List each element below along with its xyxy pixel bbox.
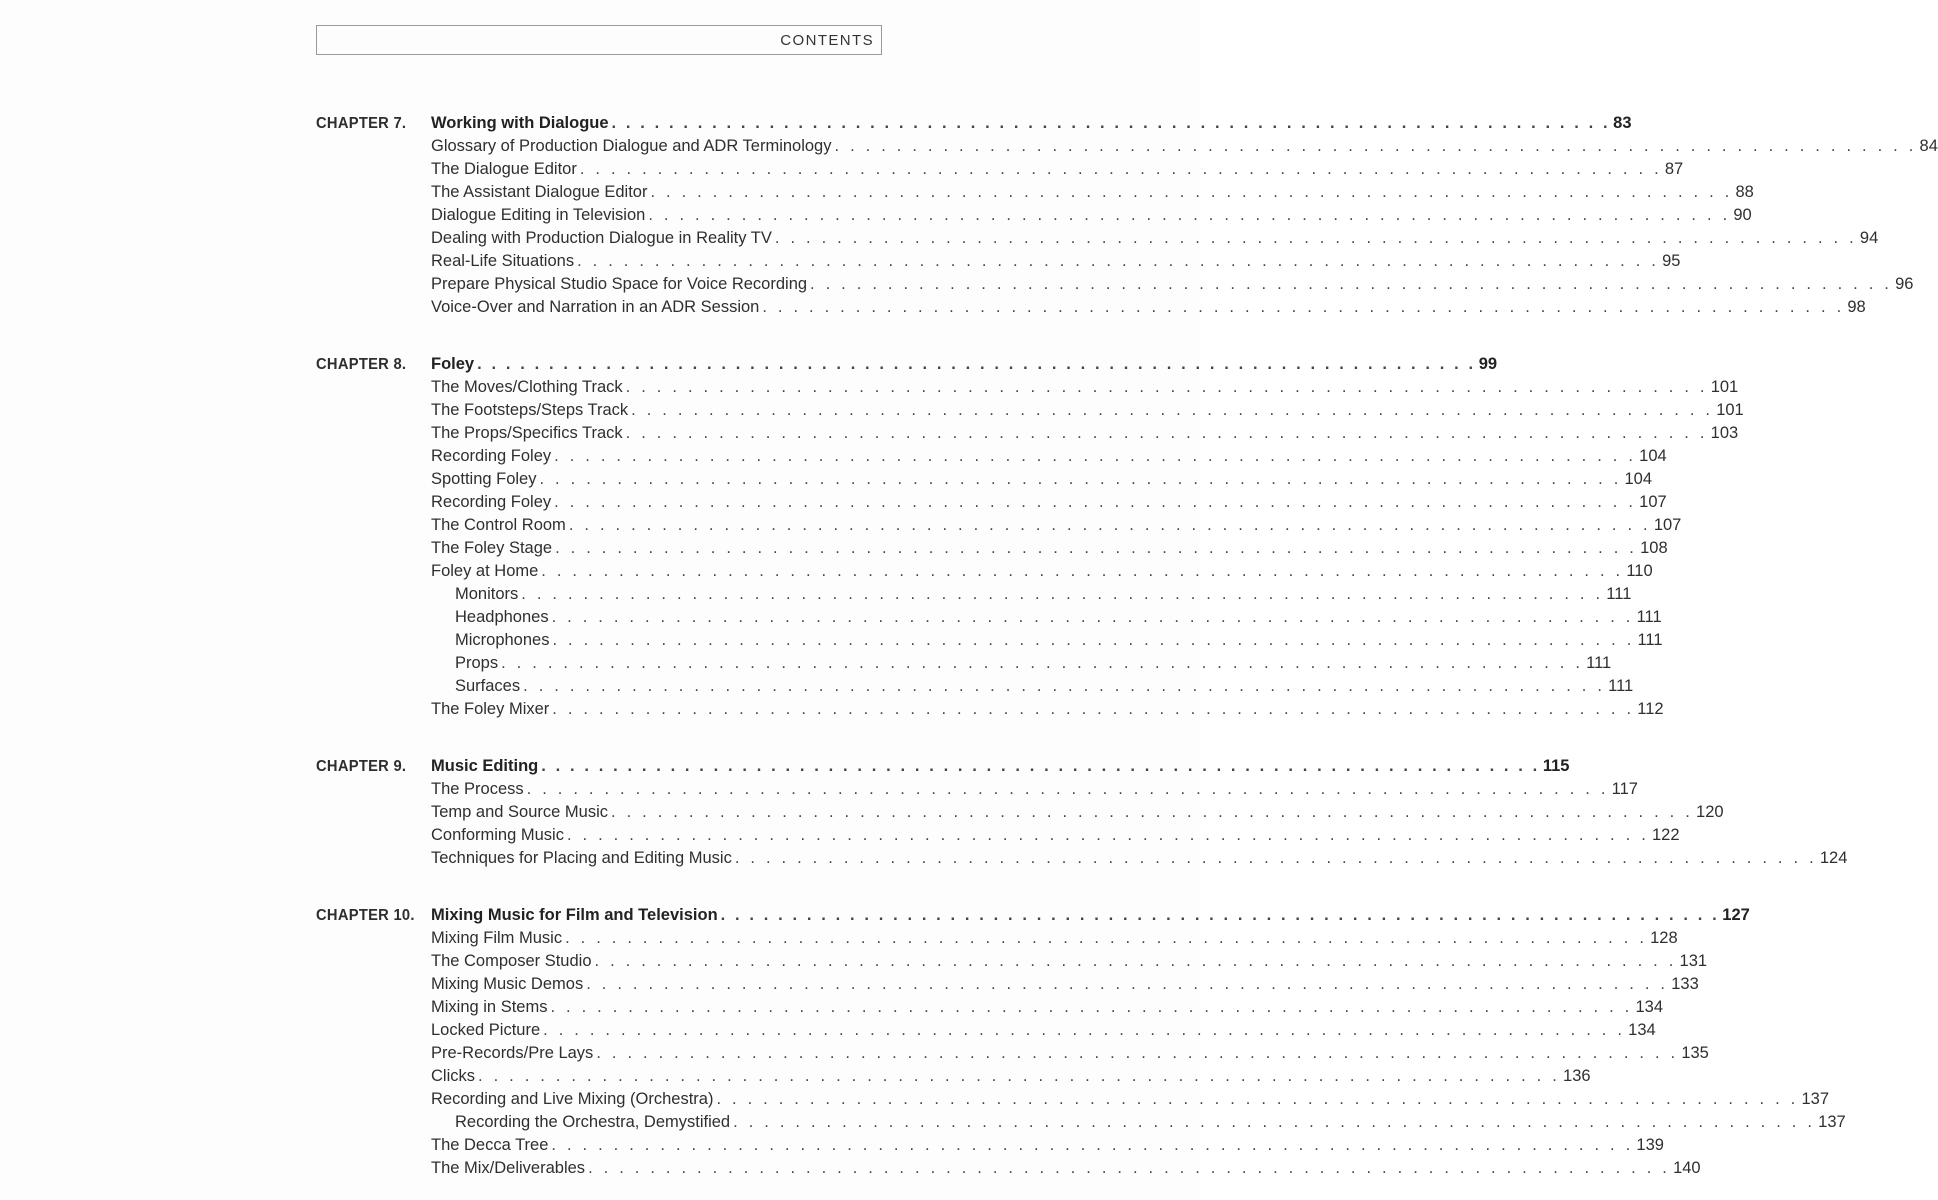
dot-leader: . . . . . . . . . . . . . . . . . . . . . . . . . . . . . . . . . . . . . . . . . . . . . . . . . . . . . . . . . . . . . . . . . . . . . .	[565, 929, 1648, 947]
entry-page-number: 98	[1847, 298, 1866, 316]
dot-leader: . . . . . . . . . . . . . . . . . . . . . . . . . . . . . . . . . . . . . . . . . . . . . . . . . . . . . . . . . . . . . . . . . . . . . .	[551, 608, 1634, 626]
entry-page-number: 101	[1716, 401, 1744, 419]
entry-title: Dialogue Editing in Television	[431, 206, 646, 224]
toc-entry	[431, 927, 1678, 950]
dot-leader: . . . . . . . . . . . . . . . . . . . . . . . . . . . . . . . . . . . . . . . . . . . . . . . . . . . . . . . . . . . . . . . . . . . . . .	[566, 826, 1649, 844]
toc-entry	[431, 973, 1699, 996]
header-label: CONTENTS	[780, 32, 874, 49]
dot-leader: . . . . . . . . . . . . . . . . . . . . . . . . . . . . . . . . . . . . . . . . . . . . . . . . . . . . . . . . . . . . . . . . . . . . . .	[716, 1090, 1799, 1108]
dot-leader: . . . . . . . . . . . . . . . . . . . . . . . . . . . . . . . . . . . . . . . . . . . . . . . . . . . . . . . . . . . . . . . . . . . . . .	[501, 654, 1584, 672]
toc-entry	[431, 1019, 1656, 1042]
dot-leader: . . . . . . . . . . . . . . . . . . . . . . . . . . . . . . . . . . . . . . . . . . . . . . . . . . . . . . . . . . . . . . . . . . . . . .	[477, 355, 1476, 373]
toc-entry	[431, 1042, 1709, 1065]
dot-leader: . . . . . . . . . . . . . . . . . . . . . . . . . . . . . . . . . . . . . . . . . . . . . . . . . . . . . . . . . . . . . . . . . . . . . .	[539, 470, 1622, 488]
entry-title: The Foley Mixer	[431, 700, 550, 718]
entry-title: The Footsteps/Steps Track	[431, 401, 629, 419]
chapter-number: CHAPTER 9.	[316, 758, 407, 775]
toc-entry	[431, 606, 1662, 629]
entry-page-number: 101	[1710, 378, 1739, 396]
entry-title: Mixing Music Demos	[431, 975, 584, 993]
entry-title: The Process	[431, 780, 524, 798]
entry-title: Recording and Live Mixing (Orchestra)	[431, 1090, 714, 1108]
toc-entry	[431, 1088, 1829, 1111]
entry-title: Locked Picture	[431, 1021, 541, 1039]
entry-title: Mixing in Stems	[431, 998, 548, 1016]
toc-entry	[431, 801, 1724, 824]
entry-title: Music Editing	[431, 757, 539, 775]
dot-leader: . . . . . . . . . . . . . . . . . . . . . . . . . . . . . . . . . . . . . . . . . . . . . . . . . . . . . . . . . . . . . . . . . . . . . .	[631, 401, 1714, 419]
dot-leader: . . . . . . . . . . . . . . . . . . . . . . . . . . . . . . . . . . . . . . . . . . . . . . . . . . . . . . . . . . . . . . . . . . . . . .	[521, 585, 1604, 603]
toc-entry	[431, 698, 1664, 721]
toc-entry	[431, 629, 1663, 652]
toc-entry	[431, 652, 1612, 675]
dot-leader: . . . . . . . . . . . . . . . . . . . . . . . . . . . . . . . . . . . . . . . . . . . . . . . . . . . . . . . . . . . . . . . . . . . . . .	[568, 516, 1651, 534]
entry-page-number: 134	[1635, 998, 1663, 1016]
entry-page-number: 103	[1710, 424, 1739, 442]
entry-title: The Props/Specifics Track	[431, 424, 623, 442]
entry-page-number: 115	[1542, 757, 1570, 775]
entry-title: Mixing Film Music	[431, 929, 563, 947]
entry-title: Glossary of Production Dialogue and ADR Terminology	[431, 137, 832, 155]
entry-page-number: 94	[1859, 229, 1879, 247]
toc-entry	[431, 399, 1744, 422]
entry-title: Foley at Home	[431, 562, 539, 580]
entry-page-number: 122	[1651, 826, 1680, 844]
entry-title: Techniques for Placing and Editing Music	[431, 849, 732, 867]
entry-page-number: 90	[1733, 206, 1752, 224]
dot-leader: . . . . . . . . . . . . . . . . . . . . . . . . . . . . . . . . . . . . . . . . . . . . . . . . . . . . . . . . . . . . . . . . . . . . . .	[625, 424, 1708, 442]
entry-page-number: 135	[1681, 1044, 1709, 1062]
dot-leader: . . . . . . . . . . . . . . . . . . . . . . . . . . . . . . . . . . . . . . . . . . . . . . . . . . . . . . . . . . . . . . . . . . . . . .	[762, 298, 1845, 316]
toc-entry	[431, 445, 1667, 468]
chapter-entries	[431, 755, 1848, 870]
entry-page-number: 127	[1722, 906, 1750, 924]
toc-entry	[431, 135, 1938, 158]
entry-title: The Composer Studio	[431, 952, 592, 970]
dot-leader: . . . . . . . . . . . . . . . . . . . . . . . . . . . . . . . . . . . . . . . . . . . . . . . . . . . . . . . . . . . . . . . . . . . . . .	[552, 631, 1635, 649]
toc-entry	[431, 847, 1848, 870]
entry-page-number: 107	[1639, 493, 1667, 511]
entry-title: The Assistant Dialogue Editor	[431, 183, 648, 201]
toc-entry	[431, 950, 1708, 973]
dot-leader: . . . . . . . . . . . . . . . . . . . . . . . . . . . . . . . . . . . . . . . . . . . . . . . . . . . . . . . . . . . . . . . . . . . . . .	[550, 998, 1633, 1016]
dot-leader: . . . . . . . . . . . . . . . . . . . . . . . . . . . . . . . . . . . . . . . . . . . . . . . . . . . . . . . . . . . . . . . . . . . . . .	[720, 906, 1720, 924]
entry-title: Recording the Orchestra, Demystified	[455, 1113, 731, 1131]
toc-entry	[431, 824, 1680, 847]
toc-entry	[431, 227, 1879, 250]
toc-entry	[431, 181, 1754, 204]
entry-page-number: 124	[1819, 849, 1848, 867]
dot-leader: . . . . . . . . . . . . . . . . . . . . . . . . . . . . . . . . . . . . . . . . . . . . . . . . . . . . . . . . . . . . . . . . . . . . . .	[541, 562, 1624, 580]
entry-page-number: 140	[1673, 1159, 1701, 1177]
entry-title: Real-Life Situations	[431, 252, 575, 270]
dot-leader: . . . . . . . . . . . . . . . . . . . . . . . . . . . . . . . . . . . . . . . . . . . . . . . . . . . . . . . . . . . . . . . . . . . . . .	[648, 206, 1731, 224]
dot-leader: . . . . . . . . . . . . . . . . . . . . . . . . . . . . . . . . . . . . . . . . . . . . . . . . . . . . . . . . . . . . . . . . . . . . . .	[526, 780, 1609, 798]
dot-leader: . . . . . . . . . . . . . . . . . . . . . . . . . . . . . . . . . . . . . . . . . . . . . . . . . . . . . . . . . . . . . . . . . . . . . .	[551, 1136, 1634, 1154]
dot-leader: . . . . . . . . . . . . . . . . . . . . . . . . . . . . . . . . . . . . . . . . . . . . . . . . . . . . . . . . . . . . . . . . . . . . . .	[554, 447, 1637, 465]
entry-page-number: 96	[1895, 275, 1914, 293]
toc-entry	[431, 583, 1632, 606]
dot-leader: . . . . . . . . . . . . . . . . . . . . . . . . . . . . . . . . . . . . . . . . . . . . . . . . . . . . . . . . . . . . . . . . . . . . . .	[611, 114, 1611, 132]
chapter-number: CHAPTER 7.	[316, 115, 407, 132]
entry-title: Temp and Source Music	[431, 803, 608, 821]
toc-entry	[431, 468, 1653, 491]
dot-leader: . . . . . . . . . . . . . . . . . . . . . . . . . . . . . . . . . . . . . . . . . . . . . . . . . . . . . . . . . . . . . . . . . . . . . .	[611, 803, 1694, 821]
toc-entry	[431, 514, 1682, 537]
entry-page-number: 111	[1586, 654, 1612, 672]
entry-page-number: 107	[1653, 516, 1682, 534]
entry-page-number: 111	[1608, 677, 1634, 695]
entry-page-number: 111	[1637, 631, 1663, 649]
dot-leader: . . . . . . . . . . . . . . . . . . . . . . . . . . . . . . . . . . . . . . . . . . . . . . . . . . . . . . . . . . . . . . . . . . . . . .	[541, 757, 1540, 775]
entry-page-number: 88	[1735, 183, 1754, 201]
entry-title: The Foley Stage	[431, 539, 553, 557]
toc-entry	[431, 491, 1667, 514]
running-header	[316, 25, 882, 55]
dot-leader: . . . . . . . . . . . . . . . . . . . . . . . . . . . . . . . . . . . . . . . . . . . . . . . . . . . . . . . . . . . . . . . . . . . . . .	[733, 1113, 1816, 1131]
chapter-title-entry	[431, 112, 1632, 135]
entry-title: Working with Dialogue	[431, 114, 609, 132]
chapter-entries	[431, 904, 1846, 1180]
entry-title: Pre-Records/Pre Lays	[431, 1044, 594, 1062]
toc-entry	[431, 1065, 1591, 1088]
chapter-title-entry	[431, 904, 1750, 927]
entry-page-number: 111	[1636, 608, 1662, 626]
entry-title: The Dialogue Editor	[431, 160, 577, 178]
entry-page-number: 112	[1637, 700, 1664, 718]
dot-leader: . . . . . . . . . . . . . . . . . . . . . . . . . . . . . . . . . . . . . . . . . . . . . . . . . . . . . . . . . . . . . . . . . . . . . .	[577, 252, 1660, 270]
entry-title: Clicks	[431, 1067, 475, 1085]
entry-title: The Moves/Clothing Track	[431, 378, 623, 396]
toc-entry	[431, 1157, 1701, 1180]
entry-page-number: 134	[1628, 1021, 1656, 1039]
entry-title: Microphones	[455, 631, 550, 649]
entry-page-number: 131	[1679, 952, 1708, 970]
entry-page-number: 120	[1696, 803, 1724, 821]
chapter-title-entry	[431, 755, 1570, 778]
dot-leader: . . . . . . . . . . . . . . . . . . . . . . . . . . . . . . . . . . . . . . . . . . . . . . . . . . . . . . . . . . . . . . . . . . . . . .	[774, 229, 1857, 247]
dot-leader: . . . . . . . . . . . . . . . . . . . . . . . . . . . . . . . . . . . . . . . . . . . . . . . . . . . . . . . . . . . . . . . . . . . . . .	[579, 160, 1662, 178]
entry-page-number: 139	[1636, 1136, 1664, 1154]
toc-entry	[431, 1134, 1664, 1157]
dot-leader: . . . . . . . . . . . . . . . . . . . . . . . . . . . . . . . . . . . . . . . . . . . . . . . . . . . . . . . . . . . . . . . . . . . . . .	[555, 539, 1638, 557]
entry-title: Dealing with Production Dialogue in Reality TV	[431, 229, 772, 247]
dot-leader: . . . . . . . . . . . . . . . . . . . . . . . . . . . . . . . . . . . . . . . . . . . . . . . . . . . . . . . . . . . . . . . . . . . . . .	[596, 1044, 1679, 1062]
entry-page-number: 83	[1613, 114, 1632, 132]
toc-entry	[431, 158, 1684, 181]
toc-entry	[431, 1111, 1846, 1134]
entry-page-number: 99	[1478, 355, 1498, 373]
entry-page-number: 95	[1662, 252, 1681, 270]
chapter-entries	[431, 112, 1938, 319]
toc-entry	[431, 675, 1634, 698]
dot-leader: . . . . . . . . . . . . . . . . . . . . . . . . . . . . . . . . . . . . . . . . . . . . . . . . . . . . . . . . . . . . . . . . . . . . . .	[478, 1067, 1561, 1085]
dot-leader: . . . . . . . . . . . . . . . . . . . . . . . . . . . . . . . . . . . . . . . . . . . . . . . . . . . . . . . . . . . . . . . . . . . . . .	[650, 183, 1733, 201]
toc-entry	[431, 996, 1663, 1019]
entry-page-number: 128	[1650, 929, 1678, 947]
entry-title: Recording Foley	[431, 447, 552, 465]
dot-leader: . . . . . . . . . . . . . . . . . . . . . . . . . . . . . . . . . . . . . . . . . . . . . . . . . . . . . . . . . . . . . . . . . . . . . .	[586, 975, 1669, 993]
entry-title: The Mix/Deliverables	[431, 1159, 586, 1177]
chapter-entries	[431, 353, 1744, 721]
toc-entry	[431, 250, 1681, 273]
entry-title: The Decca Tree	[431, 1136, 549, 1154]
dot-leader: . . . . . . . . . . . . . . . . . . . . . . . . . . . . . . . . . . . . . . . . . . . . . . . . . . . . . . . . . . . . . . . . . . . . . .	[554, 493, 1637, 511]
entry-title: Monitors	[455, 585, 519, 603]
entry-page-number: 133	[1671, 975, 1699, 993]
toc-entry	[431, 273, 1914, 296]
dot-leader: . . . . . . . . . . . . . . . . . . . . . . . . . . . . . . . . . . . . . . . . . . . . . . . . . . . . . . . . . . . . . . . . . . . . . .	[543, 1021, 1626, 1039]
entry-title: Conforming Music	[431, 826, 564, 844]
entry-title: The Control Room	[431, 516, 566, 534]
toc-entry	[431, 778, 1638, 801]
entry-title: Props	[455, 654, 499, 672]
toc-entry	[431, 204, 1752, 227]
entry-page-number: 137	[1801, 1090, 1829, 1108]
entry-page-number: 111	[1606, 585, 1632, 603]
dot-leader: . . . . . . . . . . . . . . . . . . . . . . . . . . . . . . . . . . . . . . . . . . . . . . . . . . . . . . . . . . . . . . . . . . . . . .	[588, 1159, 1671, 1177]
dot-leader: . . . . . . . . . . . . . . . . . . . . . . . . . . . . . . . . . . . . . . . . . . . . . . . . . . . . . . . . . . . . . . . . . . . . . .	[552, 700, 1635, 718]
toc-entry	[431, 296, 1866, 319]
entry-page-number: 110	[1626, 562, 1653, 580]
entry-title: Prepare Physical Studio Space for Voice Recording	[431, 275, 808, 293]
entry-title: Voice-Over and Narration in an ADR Session	[431, 298, 760, 316]
dot-leader: . . . . . . . . . . . . . . . . . . . . . . . . . . . . . . . . . . . . . . . . . . . . . . . . . . . . . . . . . . . . . . . . . . . . . .	[810, 275, 1893, 293]
entry-title: Headphones	[455, 608, 549, 626]
entry-title: Spotting Foley	[431, 470, 537, 488]
toc-entry	[431, 560, 1653, 583]
dot-leader: . . . . . . . . . . . . . . . . . . . . . . . . . . . . . . . . . . . . . . . . . . . . . . . . . . . . . . . . . . . . . . . . . . . . . .	[834, 137, 1917, 155]
entry-page-number: 108	[1640, 539, 1668, 557]
entry-page-number: 104	[1639, 447, 1667, 465]
entry-title: Recording Foley	[431, 493, 552, 511]
dot-leader: . . . . . . . . . . . . . . . . . . . . . . . . . . . . . . . . . . . . . . . . . . . . . . . . . . . . . . . . . . . . . . . . . . . . . .	[625, 378, 1708, 396]
entry-page-number: 137	[1818, 1113, 1846, 1131]
entry-title: Surfaces	[455, 677, 521, 695]
entry-page-number: 117	[1611, 780, 1638, 798]
entry-page-number: 87	[1664, 160, 1684, 178]
entry-title: Foley	[431, 355, 475, 373]
dot-leader: . . . . . . . . . . . . . . . . . . . . . . . . . . . . . . . . . . . . . . . . . . . . . . . . . . . . . . . . . . . . . . . . . . . . . .	[523, 677, 1606, 695]
dot-leader: . . . . . . . . . . . . . . . . . . . . . . . . . . . . . . . . . . . . . . . . . . . . . . . . . . . . . . . . . . . . . . . . . . . . . .	[734, 849, 1817, 867]
chapter-title-entry	[431, 353, 1498, 376]
chapter-number: CHAPTER 10.	[316, 907, 415, 924]
toc-entry	[431, 422, 1739, 445]
entry-page-number: 84	[1919, 137, 1938, 155]
dot-leader: . . . . . . . . . . . . . . . . . . . . . . . . . . . . . . . . . . . . . . . . . . . . . . . . . . . . . . . . . . . . . . . . . . . . . .	[594, 952, 1677, 970]
toc-entry	[431, 376, 1739, 399]
entry-title: Mixing Music for Film and Television	[431, 906, 718, 924]
entry-page-number: 104	[1624, 470, 1653, 488]
entry-page-number: 136	[1563, 1067, 1591, 1085]
chapter-number: CHAPTER 8.	[316, 356, 407, 373]
toc-entry	[431, 537, 1668, 560]
